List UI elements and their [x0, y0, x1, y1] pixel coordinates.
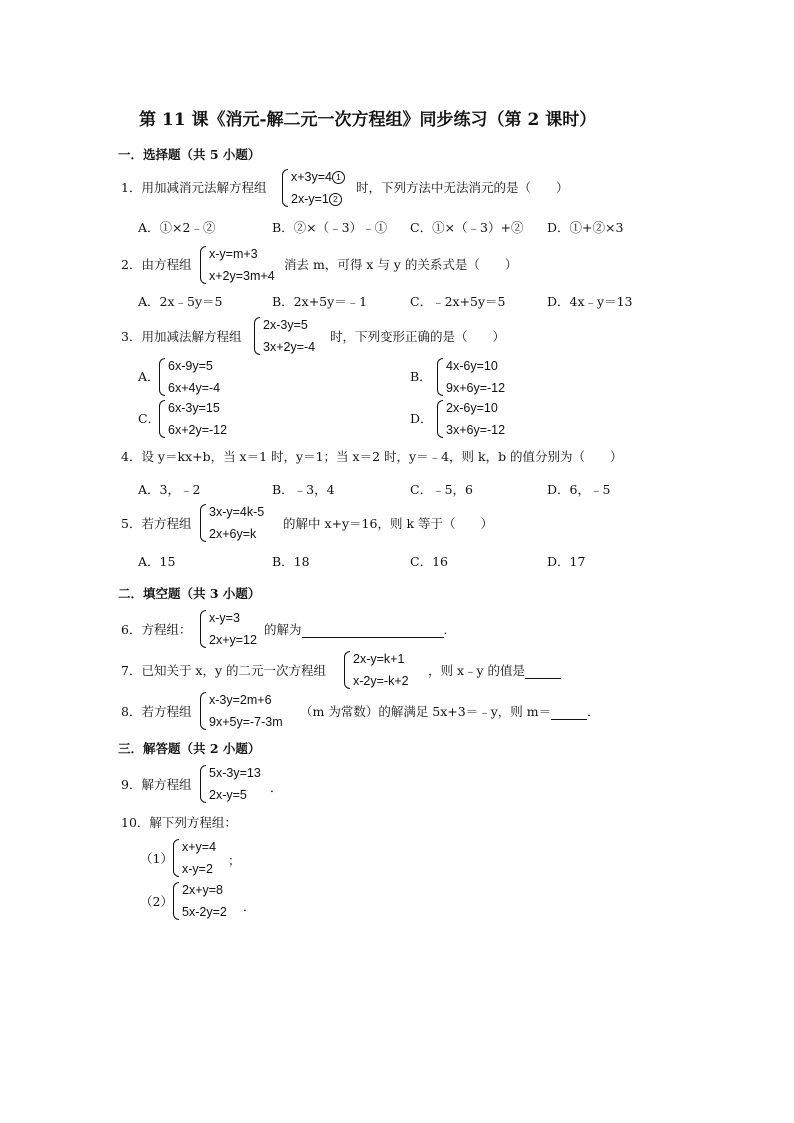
question-1-option-b[interactable]: B．②×（﹣3）﹣①: [272, 220, 388, 235]
equation-line: x-3y=2m+6: [209, 693, 272, 707]
question-4-option-d[interactable]: D．6，﹣5: [547, 482, 611, 497]
question-1-option-a[interactable]: A．①×2﹣②: [138, 220, 216, 235]
question-7-suffix-text: ，则 x﹣y 的值是: [428, 663, 526, 678]
answer-blank[interactable]: [551, 705, 587, 720]
question-2-option-a[interactable]: A．2x﹣5y＝5: [138, 294, 223, 309]
section-heading-fill-blank: 二．填空题（共 3 小题）: [118, 586, 261, 601]
question-1-prefix: 1．用加减消元法解方程组: [121, 180, 267, 195]
question-6-end: ．: [443, 622, 457, 637]
equation-line: 2x-y=5: [209, 788, 247, 802]
question-3-option-a-label[interactable]: A．: [138, 369, 160, 384]
question-1-equation-system: [282, 166, 345, 210]
equation-line: 6x-9y=5: [168, 359, 213, 373]
question-10-part-1-end: ；: [228, 853, 241, 868]
question-10-part-2-label: （2）: [140, 894, 173, 909]
question-9-end: ．: [270, 780, 283, 795]
equation-line: 3x+6y=-12: [446, 423, 506, 437]
section-heading-solve: 三．解答题（共 2 小题）: [118, 741, 261, 756]
answer-blank[interactable]: [525, 664, 561, 679]
equation-line: 9x+6y=-12: [446, 381, 506, 395]
equation-line: 5x-2y=2: [182, 905, 227, 919]
question-3-equation-system: [254, 314, 315, 358]
question-9-equation-system: [200, 762, 261, 806]
question-10-part-2-end: ．: [243, 899, 256, 914]
question-5-prefix: 5．若方程组: [121, 516, 192, 531]
question-7-equation-system: [344, 648, 409, 692]
question-8-equation-system: [200, 689, 283, 733]
equation-line: 3x+2y=-4: [263, 340, 316, 354]
question-3-option-b-system[interactable]: [437, 355, 505, 399]
circled-2-icon: 2: [329, 193, 342, 206]
question-6-suffix: [264, 620, 456, 638]
equation-line: 2x-6y=10: [446, 401, 498, 415]
question-3-option-a-system[interactable]: [159, 355, 220, 399]
question-6-equation-system: [200, 607, 257, 651]
equation-line: 6x+2y=-12: [168, 423, 228, 437]
equation-line: 2x-y=k+1: [353, 652, 405, 666]
question-3-option-d-system[interactable]: [437, 397, 505, 441]
equation-line: x+2y=3m+4: [209, 269, 275, 283]
question-2-option-c[interactable]: C．﹣2x+5y＝5: [410, 294, 506, 309]
equation-line: 2x+6y=k: [209, 527, 257, 541]
equation-line: 5x-3y=13: [209, 766, 261, 780]
equation-line: x+y=4: [182, 840, 217, 854]
question-8-prefix: 8．若方程组: [121, 704, 192, 719]
question-5-option-a[interactable]: A．15: [138, 554, 176, 569]
question-8-end: ．: [587, 704, 600, 719]
question-6-suffix-text: 的解为: [264, 622, 302, 637]
question-4-option-a[interactable]: A．3，﹣2: [138, 482, 201, 497]
answer-blank[interactable]: [302, 623, 444, 638]
question-10-text: 10．解下列方程组：: [121, 815, 237, 830]
equation-line: 2x+y=8: [182, 883, 224, 897]
question-6-prefix: 6．方程组：: [121, 622, 192, 637]
section-heading-choice: 一．选择题（共 5 小题）: [118, 147, 261, 162]
equation-line: x-y=m+3: [209, 247, 258, 261]
page-title: 第 11 课《消元-解二元一次方程组》同步练习（第 2 课时）: [139, 110, 597, 130]
equation-line: 2x+y=12: [209, 633, 257, 647]
question-1-option-d[interactable]: D．①+②×3: [547, 220, 624, 235]
question-5-option-c[interactable]: C．16: [410, 554, 448, 569]
question-8-suffix-text: （m 为常数）的解满足 5x+3＝﹣y，则 m＝: [300, 704, 552, 719]
question-3-option-d-label[interactable]: D．: [410, 411, 433, 426]
question-4-option-c[interactable]: C．﹣5，6: [410, 482, 473, 497]
equation-line: 3x-y=4k-5: [209, 505, 265, 519]
circled-1-icon: 1: [332, 171, 345, 184]
question-2-suffix: 消去 m，可得 x 与 y 的关系式是（ ）: [284, 257, 518, 272]
question-3-option-c-label[interactable]: C．: [138, 411, 161, 426]
question-2-option-b[interactable]: B．2x+5y＝﹣1: [272, 294, 368, 309]
question-7-suffix: [428, 661, 561, 679]
question-4-text: 4．设 y＝kx+b，当 x＝1 时，y＝1；当 x＝2 时，y＝﹣4，则 k，b 的值分别为（ ）: [121, 449, 623, 464]
equation-line: x-y=2: [182, 862, 213, 876]
equation-line: x-2y=-k+2: [353, 674, 409, 688]
equation-line: x-y=3: [209, 611, 240, 625]
question-2-option-d[interactable]: D．4x﹣y＝13: [547, 294, 633, 309]
equation-line: 9x+5y=-7-3m: [209, 715, 283, 729]
equation-line: 6x+4y=-4: [168, 381, 221, 395]
question-10-part-1-label: （1）: [140, 851, 173, 866]
question-3-option-c-system[interactable]: [159, 397, 227, 441]
equation-line: 2x-y=1 2: [291, 188, 345, 210]
question-1-suffix: 时，下列方法中无法消元的是（ ）: [356, 180, 569, 195]
question-2-prefix: 2．由方程组: [121, 257, 192, 272]
question-7-prefix: 7．已知关于 x，y 的二元一次方程组: [121, 663, 327, 678]
equation-line: 2x-3y=5: [263, 318, 308, 332]
question-10-part-1-system: [173, 836, 216, 880]
question-8-suffix: [300, 702, 600, 720]
question-5-equation-system: [200, 501, 264, 545]
question-3-option-b-label[interactable]: B．: [410, 369, 432, 384]
question-4-option-b[interactable]: B．﹣3，4: [272, 482, 335, 497]
equation-line: x+3y=4 1: [291, 166, 345, 188]
question-1-option-c[interactable]: C．①×（﹣3）+②: [410, 220, 524, 235]
question-3-suffix: 时，下列变形正确的是（ ）: [330, 329, 506, 344]
question-5-option-d[interactable]: D．17: [547, 554, 586, 569]
question-5-option-b[interactable]: B．18: [272, 554, 310, 569]
equation-line: 6x-3y=15: [168, 401, 220, 415]
question-3-prefix: 3．用加减法解方程组: [121, 329, 242, 344]
question-2-equation-system: [200, 243, 275, 287]
question-10-part-2-system: [173, 879, 227, 923]
question-5-suffix: 的解中 x+y＝16，则 k 等于（ ）: [283, 516, 493, 531]
question-9-prefix: 9．解方程组: [121, 777, 192, 792]
equation-line: 4x-6y=10: [446, 359, 498, 373]
